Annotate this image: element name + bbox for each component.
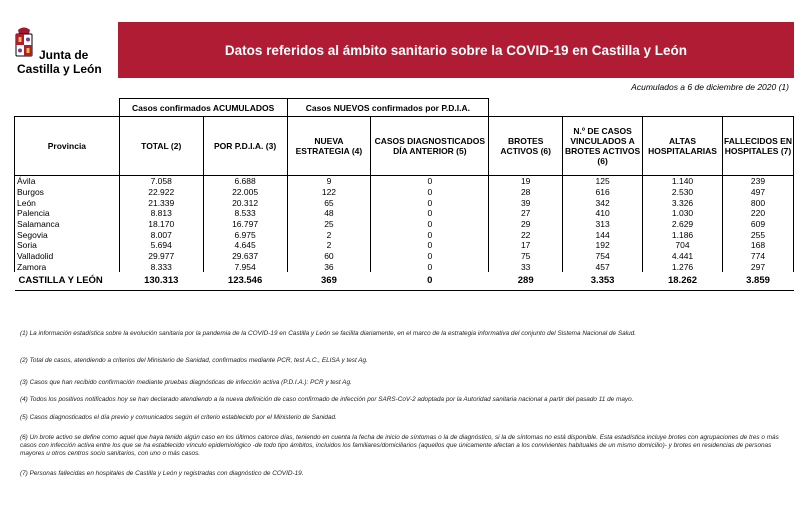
col-header-nueva: NUEVA ESTRATEGIA (4) [287,117,371,176]
cell-nueva: 122 [287,187,371,198]
cell-nueva: 2 [287,240,371,251]
col-header-vinculados: N.º DE CASOS VINCULADOS A BROTES ACTIVOS (6) [563,117,643,176]
cell-pdia: 7.954 [203,262,287,273]
header-group-acumulados: Casos confirmados ACUMULADOS [119,99,287,117]
cell-total: 22.922 [119,187,203,198]
cell-brotes: 75 [489,251,563,262]
cell-pdia: 8.533 [203,208,287,219]
cell-fallecidos: 255 [723,229,794,240]
cell-altas: 704 [643,240,723,251]
table-row [15,176,794,187]
cell-pdia: 6.688 [203,176,287,187]
cell-altas: 4.441 [643,251,723,262]
cell-brotes: 33 [489,262,563,273]
page-title: Datos referidos al ámbito sanitario sobre la COVID-19 en Castilla y León [224,42,688,58]
cell-vinculados: 144 [563,229,643,240]
cell-brotes: 22 [489,229,563,240]
cell-fallecidos: 239 [723,176,794,187]
cell-provincia: Segovia [15,229,120,240]
cell-altas: 2.629 [643,219,723,230]
junta-logo [14,26,104,76]
cell-nueva: 25 [287,219,371,230]
date-note: Acumulados a 6 de diciembre de 2020 (1) [631,82,789,92]
cell-vinculados: 754 [563,251,643,262]
table-row [15,208,794,219]
cell-provincia: Burgos [15,187,120,198]
cell-total: 7.058 [119,176,203,187]
cell-provincia: Soria [15,240,120,251]
cell-total: 8.333 [119,262,203,273]
total-pdia: 123.546 [203,272,287,291]
cell-vinculados: 192 [563,240,643,251]
cell-brotes: 28 [489,187,563,198]
cell-pdia: 20.312 [203,197,287,208]
cell-total: 18.170 [119,219,203,230]
table-row [15,262,794,273]
cell-provincia: Salamanca [15,219,120,230]
cell-total: 8.007 [119,229,203,240]
cell-pdia: 29.637 [203,251,287,262]
total-total: 130.313 [119,272,203,291]
cell-fallecidos: 774 [723,251,794,262]
cell-fallecidos: 220 [723,208,794,219]
cell-pdia: 6.975 [203,229,287,240]
cell-provincia: Zamora [15,262,120,273]
cell-fallecidos: 497 [723,187,794,198]
cell-diag: 0 [371,229,489,240]
cell-diag: 0 [371,208,489,219]
table-row [15,219,794,230]
footnote-4: (4) Todos los positivos notificados hoy se han declarado atendiendo a la nueva definición de caso confirmado de infección por SARS-CoV-2 adoptada por la Autoridad sanitaria nacional a partir del pasado 11 de mayo. [20,396,634,403]
cell-nueva: 9 [287,176,371,187]
total-brotes: 289 [489,272,563,291]
cell-nueva: 48 [287,208,371,219]
col-header-diag: CASOS DIAGNOSTICADOS DÍA ANTERIOR (5) [371,117,489,176]
cell-diag: 0 [371,176,489,187]
table-row [15,251,794,262]
table-row [15,229,794,240]
col-header-brotes: BROTES ACTIVOS (6) [489,117,563,176]
col-header-fallecidos: FALLECIDOS EN HOSPITALES (7) [723,117,794,176]
cell-brotes: 17 [489,240,563,251]
cell-nueva: 2 [287,229,371,240]
cell-vinculados: 313 [563,219,643,230]
footnote-1: (1) La información estadística sobre la evolución sanitaria por la pandemia de la COVID-19 en Castilla y León se facilita diariamente, en el marco de la estrategia informativa del conjunto del Sistema Nacional de Salud. [20,330,636,337]
total-vinculados: 3.353 [563,272,643,291]
cell-fallecidos: 168 [723,240,794,251]
cell-brotes: 19 [489,176,563,187]
table-row [15,187,794,198]
cell-diag: 0 [371,240,489,251]
cell-vinculados: 616 [563,187,643,198]
col-header-pdia: POR P.D.I.A. (3) [203,117,287,176]
footnote-2: (2) Total de casos, atendiendo a criterios del Ministerio de Sanidad, confirmados mediante PCR, test A.C., ELISA y test Ag. [20,357,368,364]
footnote-3: (3) Casos que han recibido confirmación mediante pruebas diagnósticas de infección activa (P.D.I.A.): PCR y test Ag. [20,379,352,386]
cell-altas: 2.530 [643,187,723,198]
header-group-nuevos: Casos NUEVOS confirmados por P.D.I.A. [287,99,489,117]
cell-fallecidos: 800 [723,197,794,208]
cell-diag: 0 [371,197,489,208]
cell-diag: 0 [371,262,489,273]
cell-vinculados: 342 [563,197,643,208]
cell-vinculados: 457 [563,262,643,273]
total-provincia: CASTILLA Y LEÓN [15,272,120,291]
cell-total: 5.694 [119,240,203,251]
cell-nueva: 65 [287,197,371,208]
total-diag: 0 [371,272,489,291]
cell-brotes: 39 [489,197,563,208]
cell-altas: 3.326 [643,197,723,208]
logo-line-1: Junta de [39,48,89,62]
total-altas: 18.262 [643,272,723,291]
cell-altas: 1.140 [643,176,723,187]
cell-nueva: 36 [287,262,371,273]
cell-total: 29.977 [119,251,203,262]
header-banner [118,22,794,78]
cell-nueva: 60 [287,251,371,262]
cell-brotes: 29 [489,219,563,230]
footnote-7: (7) Personas fallecidas en hospitales de Castilla y León y registradas con diagnóstico de COVID-19. [20,470,304,477]
cell-pdia: 16.797 [203,219,287,230]
cell-altas: 1.186 [643,229,723,240]
cell-diag: 0 [371,251,489,262]
coat-of-arms-icon [14,26,34,60]
col-header-total: TOTAL (2) [119,117,203,176]
cell-pdia: 4.645 [203,240,287,251]
cell-total: 21.339 [119,197,203,208]
covid-table [14,98,794,291]
total-nueva: 369 [287,272,371,291]
total-fallecidos: 3.859 [723,272,794,291]
cell-provincia: Ávila [15,176,120,187]
cell-vinculados: 125 [563,176,643,187]
cell-diag: 0 [371,187,489,198]
col-header-altas: ALTAS HOSPITALARIAS [643,117,723,176]
cell-vinculados: 410 [563,208,643,219]
cell-provincia: León [15,197,120,208]
col-header-provincia: Provincia [15,117,120,176]
cell-provincia: Palencia [15,208,120,219]
cell-fallecidos: 297 [723,262,794,273]
footnote-6: (6) Un brote activo se define como aquel que haya tenido algún caso en los últimos catorce días, teniendo en cuenta la fecha de inicio de síntomas o la de diagnóstico, si la de síntomas no está disponible. Esta estadística incluye brotes con agrupaciones de tres o más casos con infección activa entre los que se ha establecido vínculo epidemiológico -de todo tipo ámbitos, incluidos los familiares/domiciliarios (aquellos que únicamente afectan a los convivientes habituales de un mismo domicilio)- y brotes en residencias de personas mayores u otros centros socio sanitarios, con uno o más casos. [20,434,779,457]
cell-diag: 0 [371,219,489,230]
table-row [15,197,794,208]
cell-altas: 1.276 [643,262,723,273]
cell-total: 8.813 [119,208,203,219]
logo-line-2: Castilla y León [17,62,102,76]
table-row [15,240,794,251]
cell-provincia: Valladolid [15,251,120,262]
cell-pdia: 22.005 [203,187,287,198]
cell-altas: 1.030 [643,208,723,219]
total-row [15,272,794,291]
cell-fallecidos: 609 [723,219,794,230]
cell-brotes: 27 [489,208,563,219]
footnote-5: (5) Casos diagnosticados el día previo y comunicados según el criterio establecido por el Ministerio de Sanidad. [20,414,337,421]
